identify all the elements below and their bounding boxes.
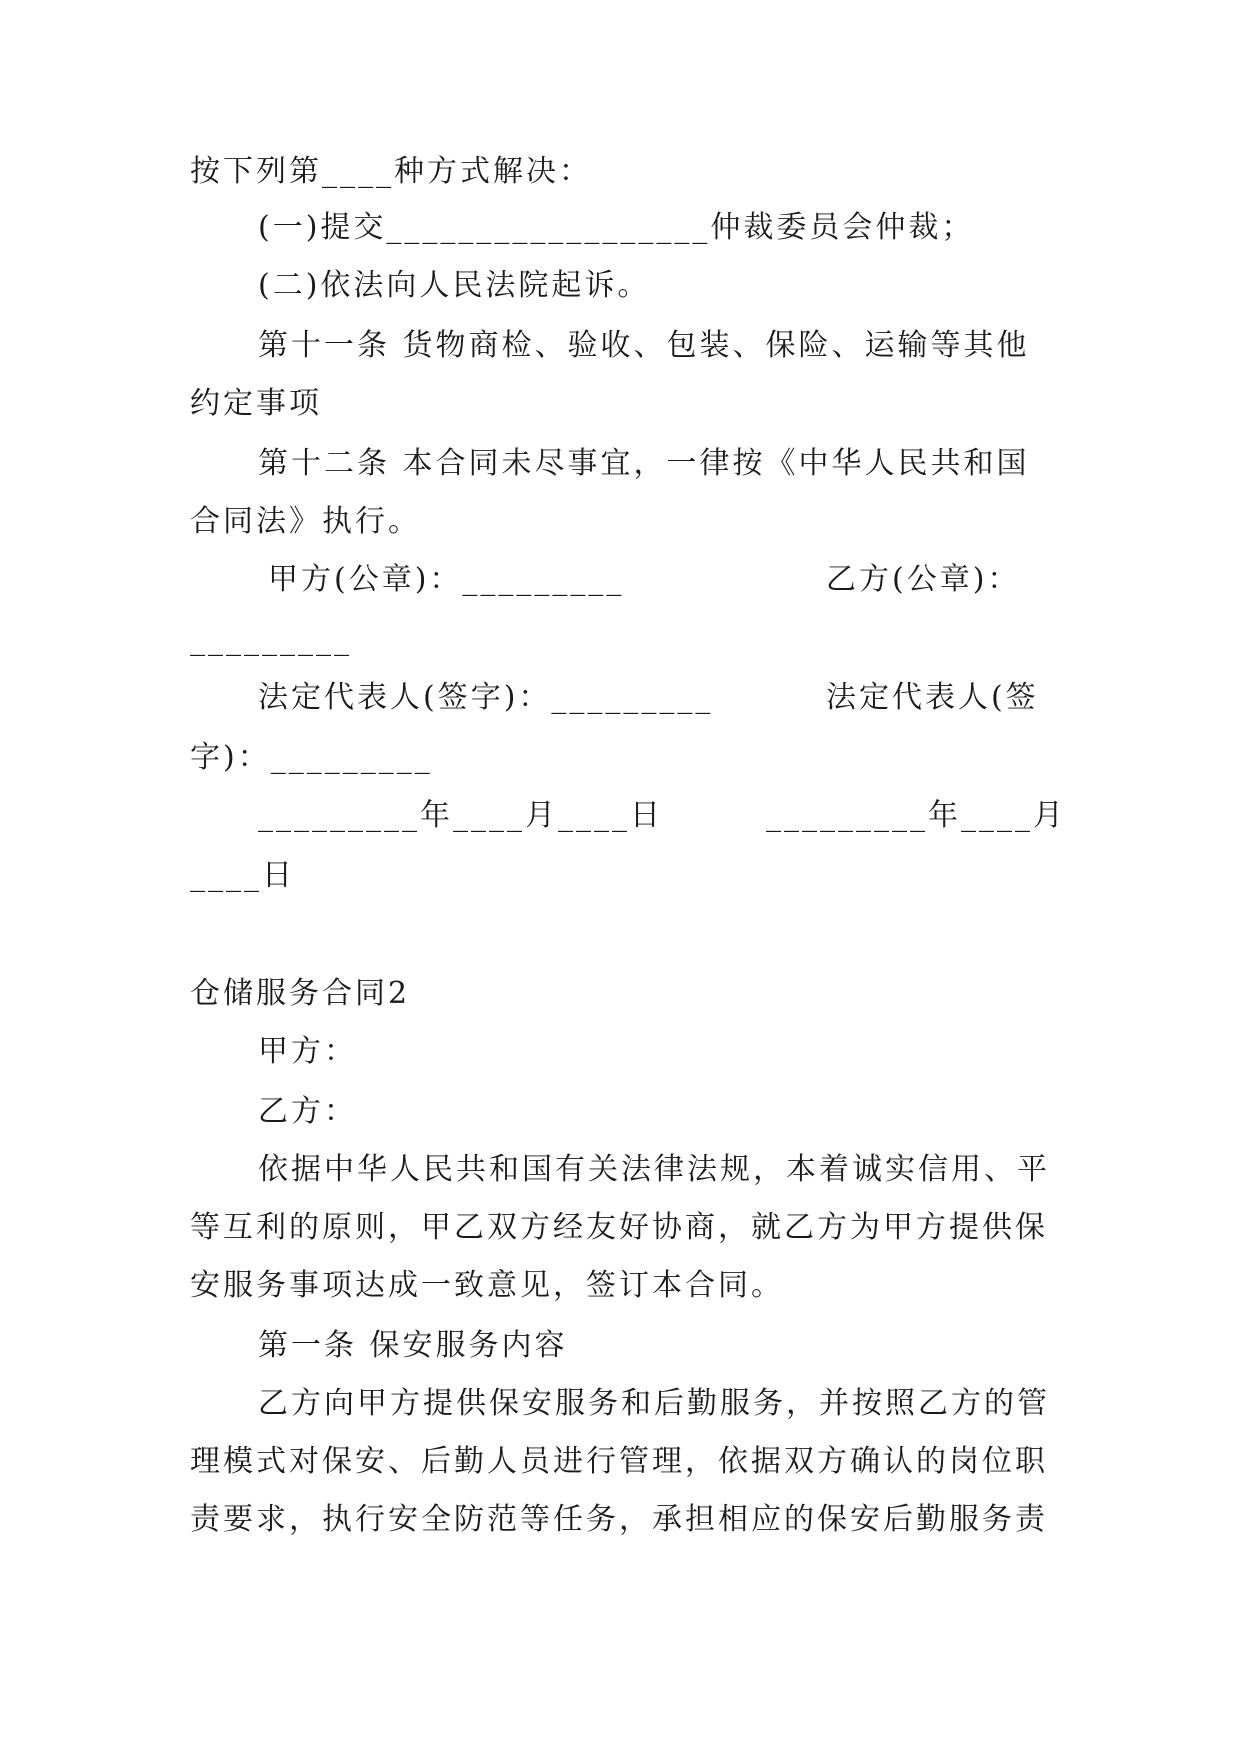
date-b-cont: ____日 [190, 858, 295, 893]
representative-b: 法定代表人(签 [826, 680, 1039, 715]
text-line: 理模式对保安、后勤人员进行管理，依据双方确认的岗位职 [190, 1444, 1048, 1479]
text-line: 责要求，执行安全防范等任务，承担相应的保安后勤服务责 [190, 1502, 1048, 1537]
article-heading: 第一条 保安服务内容 [258, 1328, 568, 1363]
signature-party-a: 甲方(公章)：_________ [268, 562, 625, 597]
signature-party-b: 乙方(公章)： [826, 562, 1021, 597]
representative-b-cont: 字)：_________ [190, 740, 433, 775]
text-line: 依据中华人民共和国有关法律法规，本着诚实信用、平 [258, 1152, 1050, 1187]
date-b: _________年____月 [766, 798, 1066, 833]
text-line: 等互利的原则，甲乙双方经友好协商，就乙方为甲方提供保 [190, 1210, 1048, 1245]
text-line: 第十一条 货物商检、验收、包装、保险、运输等其他 [258, 328, 1030, 363]
party-a-label: 甲方： [258, 1034, 357, 1069]
text-line: 乙方向甲方提供保安服务和后勤服务，并按照乙方的管 [258, 1386, 1050, 1421]
text-line: 安服务事项达成一致意见，签订本合同。 [190, 1268, 784, 1303]
party-b-label: 乙方： [258, 1094, 357, 1129]
text-line: 约定事项 [190, 386, 322, 421]
text-line: 合同法》执行。 [190, 504, 421, 539]
text-line: (一)提交__________________仲裁委员会仲裁； [258, 210, 975, 245]
text-line: (二)依法向人民法院起诉。 [258, 268, 651, 303]
text-line: 按下列第____种方式解决： [190, 154, 592, 189]
signature-blank: _________ [190, 622, 352, 657]
text-line: 第十二条 本合同未尽事宜，一律按《中华人民共和国 [258, 446, 1030, 481]
date-a: _________年____月____日 [258, 798, 663, 833]
representative-a: 法定代表人(签字)：_________ [258, 680, 714, 715]
section-title: 仓储服务合同2 [190, 976, 411, 1011]
